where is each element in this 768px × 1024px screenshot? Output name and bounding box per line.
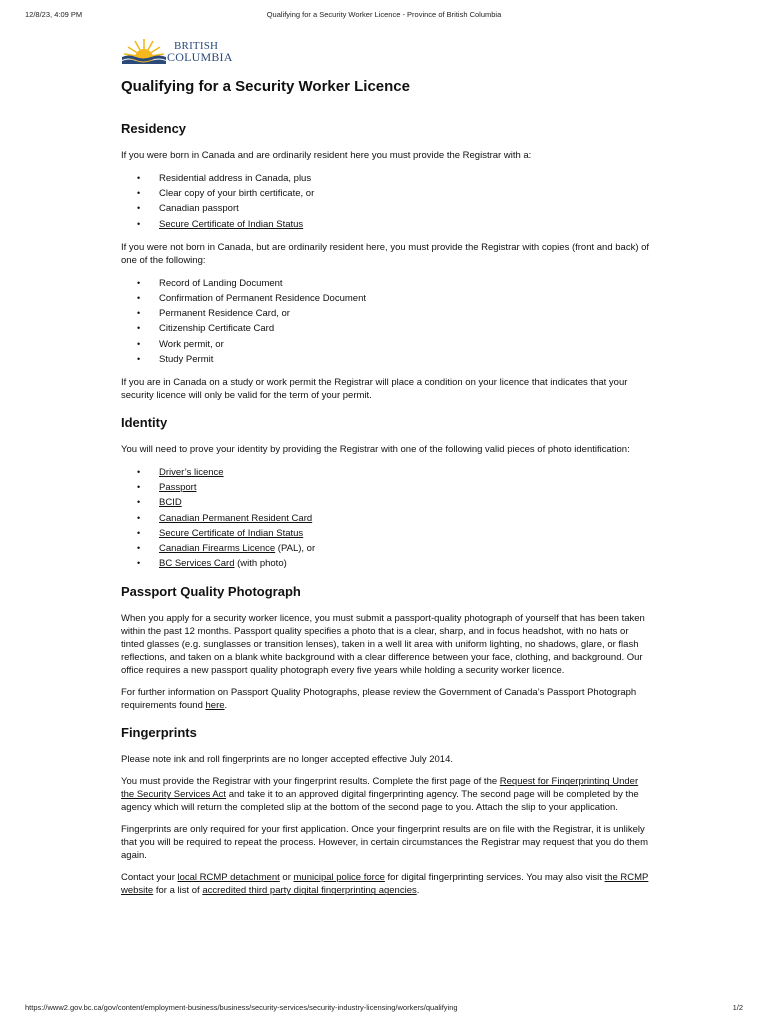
list-item: • Canadian passport [159,201,651,216]
fingerprints-ink-note: Please note ink and roll fingerprints are no longer accepted effective July 2014. [121,754,454,766]
list-item [159,495,651,510]
passport-link[interactable]: Passport [159,482,197,494]
photo-section [121,583,651,712]
accredited-agencies-link[interactable]: accredited third party digital fingerprinting agencies [202,885,417,897]
bcid-link[interactable]: BCID [159,497,182,509]
residency-born-list [121,171,651,232]
photo-requirements: When you apply for a security worker licence, you must submit a passport-quality photograph of yourself that has been taken within the past 12 months. Passport quality specifies a photo that is a clear, sharp, and in focus headshot, with no hats or tinted glasses (e.g. sunglasses or transition lenses), taken in a well lit area with uniform lighting, no shadows, glare, or flash reflections, and taken on a blank white background with a clear difference between your face, clothing, and background. Our office requires a new passport quality photograph every five years while holding a security worker licence. [121,613,645,677]
bc-services-card-link[interactable]: BC Services Card [159,558,235,570]
list-item: • Confirmation of Permanent Residence Document [159,291,651,306]
identity-section [121,414,651,571]
rcmp-website-link[interactable]: the RCMP website [121,872,649,897]
residency-heading: Residency [121,121,187,136]
list-item [159,526,651,541]
list-item: • BC Services Card (with photo) [159,556,651,571]
local-rcmp-link[interactable]: local RCMP detachment [177,872,280,884]
sun-icon [121,38,167,64]
drivers-licence-link[interactable]: Driver’s licence [159,467,224,479]
permanent-resident-card-link[interactable]: Canadian Permanent Resident Card [159,512,313,524]
photo-more-info: For further information on Passport Quality Photographs, please review the Government of Canada’s Passport Photograph requirements found here. [121,687,637,712]
fingerprints-instructions: You must provide the Registrar with your fingerprint results. Complete the first page of the Request for Fingerprinting Under the Security Services Act and take it to an approved digital fingerprinting agency. The second page will be completed by the agency which will return the completed slip at the bottom of the second page to you. Attach the slip to your application. [121,776,639,814]
list-item [159,465,651,480]
list-item: • Record of Landing Document [159,276,651,291]
secure-certificate-link[interactable]: Secure Certificate of Indian Status [159,527,304,539]
print-header [0,10,768,22]
fingerprints-first-application: Fingerprints are only required for your first application. Once your fingerprint results are on file with the Registrar, it is unlikely that you will be required to repeat the process. However, in certain circumstances the Registrar may request that you do them again. [121,824,648,862]
list-item [159,480,651,495]
print-footer [0,1003,768,1015]
residency-section [121,120,651,402]
secure-certificate-link[interactable]: Secure Certificate of Indian Status [159,218,304,230]
list-item: • Residential address in Canada, plus [159,171,651,186]
residency-permit-note: If you are in Canada on a study or work permit the Registrar will place a condition on your licence that indicates that your security licence will only be valid for the term of your permit. [121,377,628,402]
residency-intro-born: If you were born in Canada and are ordinarily resident here you must provide the Registrar with a: [121,150,532,161]
list-item: • Work permit, or [159,337,651,352]
print-date: 12/8/23, 4:09 PM [25,10,83,19]
firearms-licence-link[interactable]: Canadian Firearms Licence [159,543,276,555]
passport-photo-here-link[interactable]: here [205,700,225,712]
list-item: • Canadian Firearms Licence (PAL), or [159,541,651,556]
photo-heading: Passport Quality Photograph [121,584,301,600]
fingerprints-section [121,724,651,897]
list-item: • Study Permit [159,352,651,367]
list-item: • Citizenship Certificate Card [159,321,651,336]
fingerprinting-request-link[interactable]: Request for Fingerprinting Under the Security Services Act [121,776,639,801]
list-item [159,217,651,232]
wordmark-line2: COLUMBIA [167,49,233,64]
identity-intro: You will need to prove your identity by providing the Registrar with one of the following valid pieces of photo identification: [121,444,630,456]
list-item [159,511,651,526]
fingerprints-heading: Fingerprints [121,725,197,741]
list-item: • Permanent Residence Card, or [159,306,651,321]
municipal-police-link[interactable]: municipal police force [293,872,385,884]
bc-wordmark [167,40,233,64]
identity-list [121,465,651,571]
main-content [121,77,651,906]
residency-intro-not-born: If you were not born in Canada, but are ordinarily resident here, you must provide the Registrar with copies (front and back) of one of the following: [121,241,650,266]
print-page-title: Qualifying for a Security Worker Licence - Province of British Columbia [266,10,502,19]
list-item: • Clear copy of your birth certificate, or [159,186,651,201]
wordmark-line1: BRITISH [174,40,219,52]
page-number: 1/2 [732,1003,743,1012]
identity-heading: Identity [121,415,168,431]
fingerprints-contact: Contact your local RCMP detachment or municipal police force for digital fingerprinting services. You may also visit the RCMP website for a list of accredited third party digital fingerprinting agencies. [121,872,649,897]
print-url: https://www2.gov.bc.ca/gov/content/employment-business/business/security-services/security-industry-licensing/workers/qualifying [25,1003,458,1012]
residency-not-born-list [121,276,651,367]
bc-logo[interactable] [121,37,241,65]
page-title: Qualifying for a Security Worker Licence [121,78,410,95]
